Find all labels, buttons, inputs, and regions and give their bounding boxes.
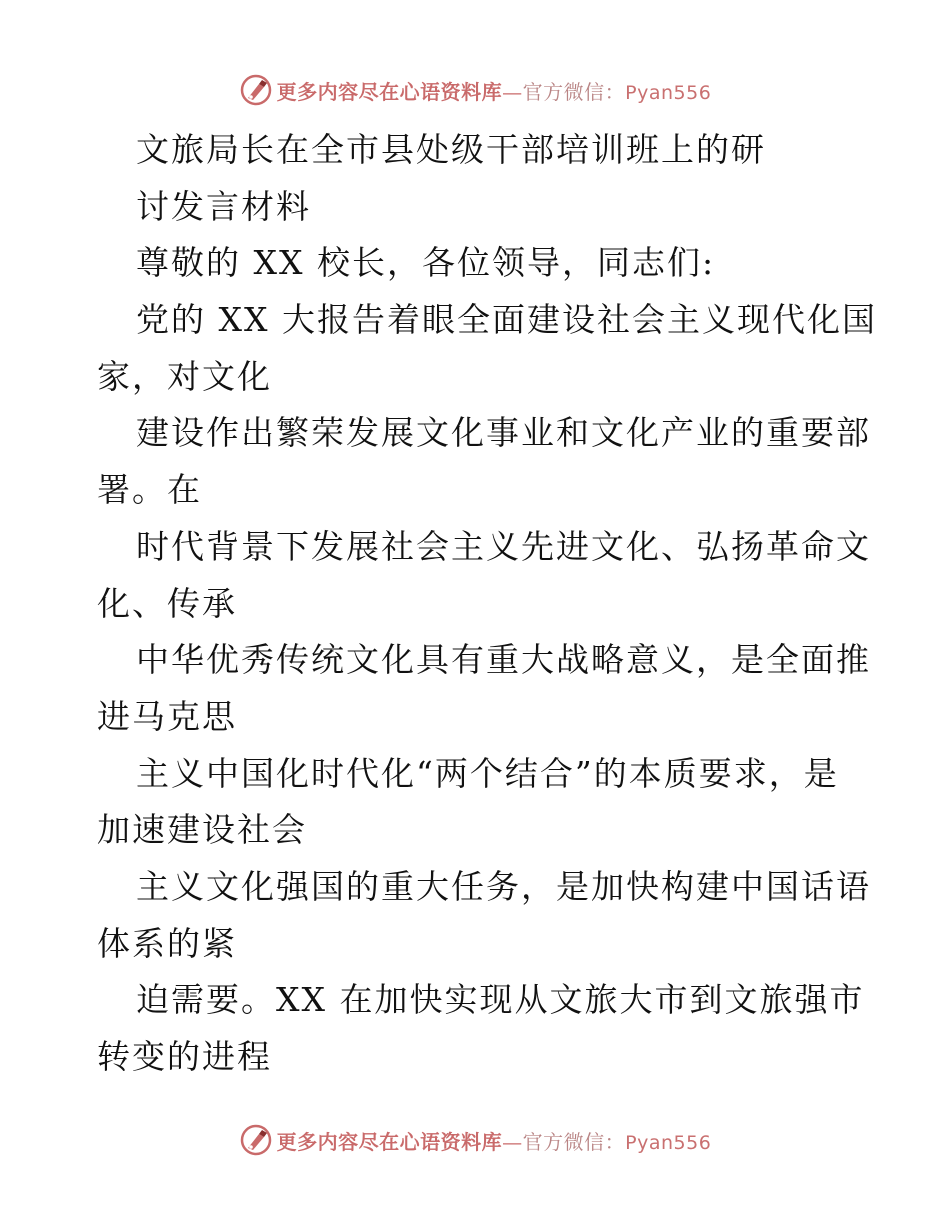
- document-body: [97, 122, 877, 1086]
- banner-separator: —: [502, 79, 523, 104]
- banner-text: [277, 1126, 712, 1155]
- pen-nib-logo-icon: [239, 1123, 273, 1157]
- text-line: 建设作出繁荣发展文化事业和文化产业的重要部: [136, 413, 871, 453]
- banner-separator: —: [502, 1129, 523, 1154]
- text-line: 迫需要。XX 在加快实现从文旅大市到文旅强市: [136, 980, 865, 1020]
- banner-label: 官方微信：: [522, 79, 626, 104]
- text-line: 体系的紧: [97, 923, 237, 963]
- text-line: 中华优秀传统文化具有重大战略意义，是全面推: [136, 640, 871, 680]
- text-line: 署。在: [97, 470, 202, 510]
- header-banner: [0, 70, 950, 110]
- text-line: 化、传承: [97, 583, 237, 623]
- banner-text: [277, 76, 712, 105]
- banner-brand: 更多内容尽在心语资料库: [276, 1129, 503, 1154]
- banner-label: 官方微信：: [522, 1129, 626, 1154]
- footer-banner: [0, 1120, 950, 1160]
- text-line: 主义文化强国的重大任务，是加快构建中国话语: [136, 866, 871, 906]
- banner-brand: 更多内容尽在心语资料库: [276, 79, 503, 104]
- text-line: 讨发言材料: [136, 186, 311, 226]
- text-line: 文旅局长在全市县处级干部培训班上的研: [136, 130, 766, 169]
- text-line: 主义中国化时代化“两个结合”的本质要求，是: [136, 753, 839, 793]
- text-line: 加速建设社会: [97, 810, 307, 850]
- banner-wechat-id: Pyan556: [625, 81, 712, 104]
- text-line: 转变的进程: [97, 1037, 272, 1076]
- text-line: 家，对文化: [97, 356, 272, 396]
- text-line: 党的 XX 大报告着眼全面建设社会主义现代化国: [136, 300, 877, 340]
- text-line: 时代背景下发展社会主义先进文化、弘扬革命文: [136, 526, 871, 566]
- text-line: 尊敬的 XX 校长，各位领导，同志们:: [136, 243, 716, 283]
- text-line: 进马克思: [97, 696, 237, 736]
- banner-wechat-id: Pyan556: [625, 1131, 712, 1154]
- pen-nib-logo-icon: [239, 73, 273, 107]
